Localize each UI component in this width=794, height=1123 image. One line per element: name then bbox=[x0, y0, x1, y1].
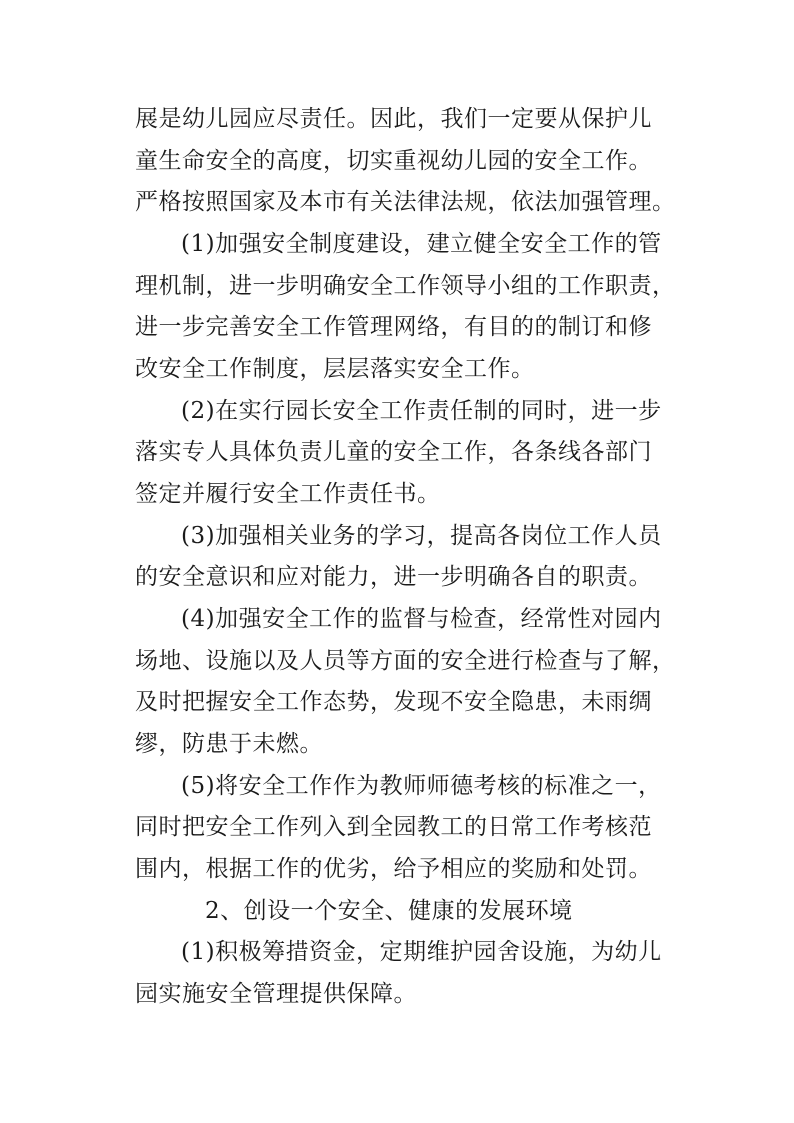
text-line: 落实专人具体负责儿童的安全工作，各条线各部门 bbox=[135, 439, 652, 465]
paragraph-item-1-line: (1)加强安全制度建设，建立健全安全工作的管 bbox=[181, 231, 662, 257]
text-line: 及时把握安全工作态势，发现不安全隐患，未雨绸 bbox=[135, 689, 652, 715]
text-line: 同时把安全工作列入到全园教工的日常工作考核范 bbox=[135, 814, 652, 840]
paragraph-item-3-line: (3)加强相关业务的学习，提高各岗位工作人员 bbox=[181, 523, 662, 549]
text-line: 的安全意识和应对能力，进一步明确各自的职责。 bbox=[135, 564, 652, 590]
text-line: 场地、设施以及人员等方面的安全进行检查与了解， bbox=[135, 648, 676, 674]
text-line: 展是幼儿园应尽责任。因此，我们一定要从保护儿 bbox=[135, 106, 652, 132]
text-line: 围内，根据工作的优劣，给予相应的奖励和处罚。 bbox=[135, 856, 652, 882]
text-line: 改安全工作制度，层层落实安全工作。 bbox=[135, 356, 535, 382]
text-line: 签定并履行安全工作责任书。 bbox=[135, 481, 441, 507]
text-line: 严格按照国家及本市有关法律法规，依法加强管理。 bbox=[135, 189, 676, 215]
paragraph-item-4-line: (4)加强安全工作的监督与检查，经常性对园内 bbox=[181, 606, 662, 632]
text-line: 缪，防患于未燃。 bbox=[135, 731, 323, 757]
paragraph-item-5-line: (5)将安全工作作为教师师德考核的标准之一， bbox=[181, 773, 662, 799]
paragraph-item-2-line: (2)在实行园长安全工作责任制的同时，进一步 bbox=[181, 398, 662, 424]
text-line: 进一步完善安全工作管理网络，有目的的制订和修 bbox=[135, 314, 652, 340]
text-line: 童生命安全的高度，切实重视幼儿园的安全工作。 bbox=[135, 148, 652, 174]
text-line: 园实施安全管理提供保障。 bbox=[135, 981, 417, 1007]
text-line: 理机制，进一步明确安全工作领导小组的工作职责， bbox=[135, 273, 676, 299]
paragraph-item-1-line: (1)积极筹措资金，定期维护园舍设施，为幼儿 bbox=[181, 939, 662, 965]
section-heading: 2、创设一个安全、健康的发展环境 bbox=[205, 898, 573, 924]
